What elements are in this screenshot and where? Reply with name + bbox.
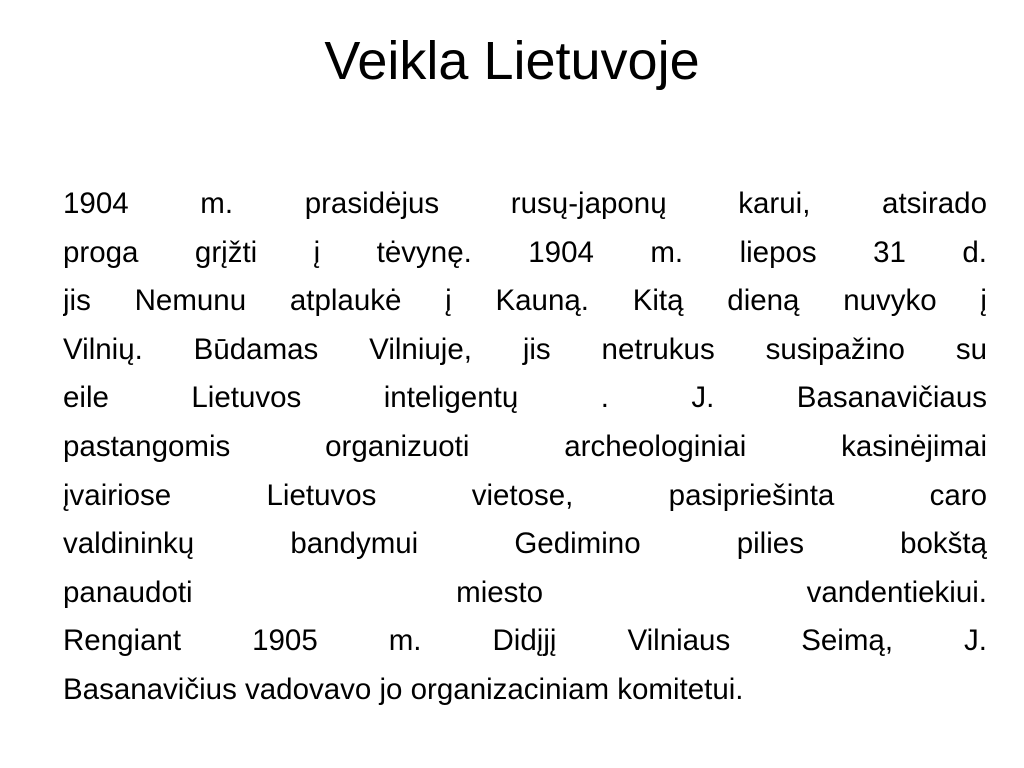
body-line: 1904 m. prasidėjus rusų-japonų karui, atsirado [63, 187, 987, 220]
body-line: Vilnių. Būdamas Vilniuje, jis netrukus susipažino su [63, 332, 987, 366]
slide-title: Veikla Lietuvoje [324, 31, 700, 91]
body-line: jis Nemunu atplaukė į Kauną. Kitą dieną nuvyko į [63, 284, 987, 318]
body-line: įvairiose Lietuvos vietose, pasipriešinta caro [63, 478, 987, 512]
body-line: pastangomis organizuoti archeologiniai kasinėjimai [63, 429, 987, 463]
body-line: Basanavičius vadovavo jo organizaciniam komitetui. [63, 672, 744, 706]
body-line: proga grįžti į tėvynę. 1904 m. liepos 31 d. [63, 235, 987, 269]
body-line: panaudoti miesto vandentiekiui. [63, 575, 987, 609]
body-line: valdininkų bandymui Gedimino pilies bokštą [63, 527, 987, 561]
slide-body-text [63, 180, 987, 715]
body-line: eile Lietuvos inteligentų . J. Basanavičiaus [63, 381, 987, 415]
body-line: Rengiant 1905 m. Didįjį Vilniaus Seimą, J. [63, 624, 987, 658]
